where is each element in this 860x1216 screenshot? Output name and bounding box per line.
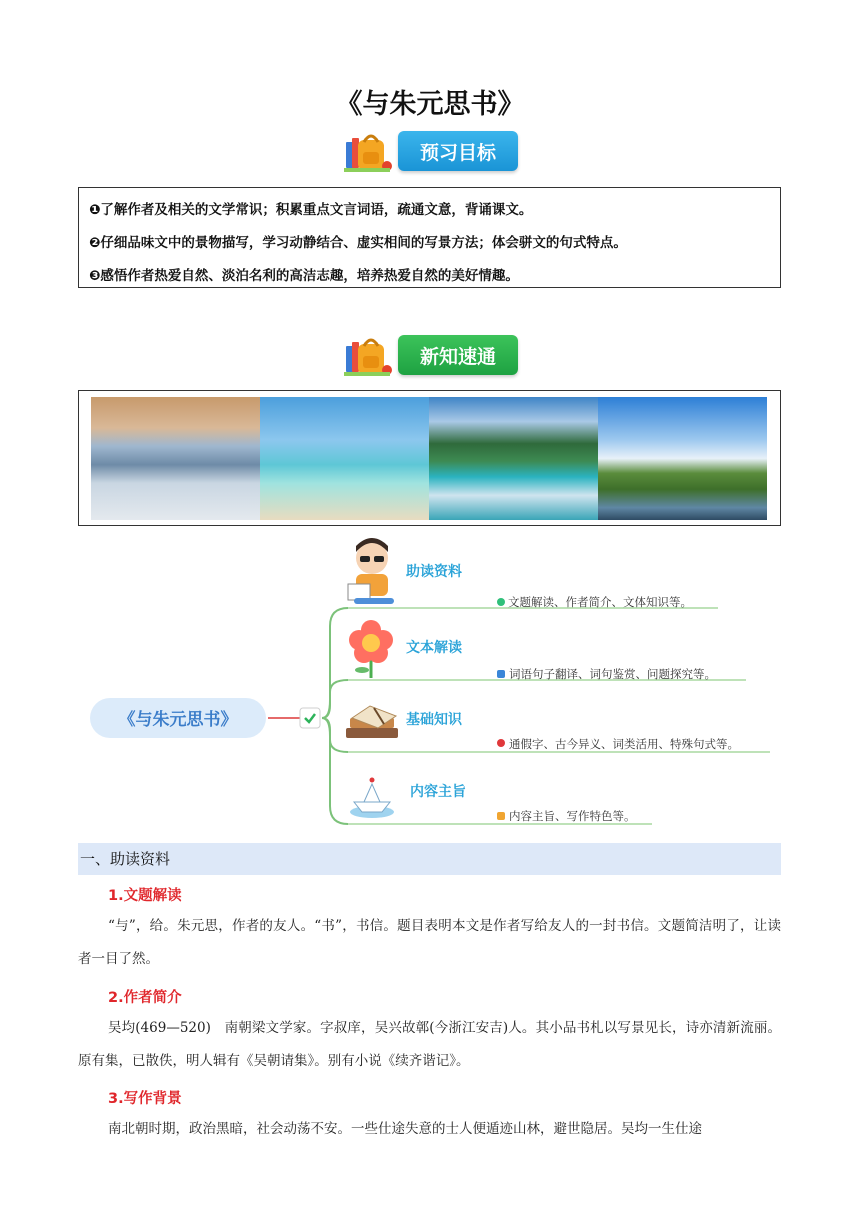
knowledge-badge: 新知速通 <box>398 335 518 375</box>
meadow-pond-photo <box>598 397 767 520</box>
branch-detail: 通假字、古今异义、词类活用、特殊句式等。 <box>509 737 739 751</box>
paper-boat-icon <box>350 778 394 819</box>
goal-item: ❷仔细品味文中的景物描写，学习动静结合、虚实相间的写景方法；体会骈文的句式特点。 <box>89 235 627 251</box>
branch-title: 基础知识 <box>406 712 462 728</box>
mind-map <box>78 530 781 830</box>
subsection-title: 1.文题解读 <box>108 888 182 904</box>
branch-title: 内容主旨 <box>410 784 466 800</box>
goals-badge-row <box>0 128 860 174</box>
mind-map-root-label: 《与朱元思书》 <box>118 710 238 730</box>
subsection-title: 2.作者简介 <box>108 990 182 1006</box>
goal-item: ❶了解作者及相关的文学常识；积累重点文言词语，疏通文意，背诵课文。 <box>89 202 533 218</box>
school-bag-icon <box>342 332 394 378</box>
knowledge-badge-row <box>0 332 860 378</box>
paragraph: 南北朝时期，政治黑暗，社会动荡不安。一些仕途失意的士人便遁迹山林，避世隐居。吴均一生仕途 <box>108 1121 702 1137</box>
paragraph: “与”，给。朱元思，作者的友人。“书”，书信。题目表明本文是作者写给友人的一封书信。文题简洁明了，让读者一目了然。 <box>78 918 781 967</box>
goal-item: ❸感悟作者热爱自然、淡泊名利的高洁志趣，培养热爱自然的美好情趣。 <box>89 268 519 284</box>
beach-photo <box>260 397 429 520</box>
flower-icon <box>349 620 393 678</box>
section-heading: 一、助读资料 <box>78 843 781 875</box>
branch-dot-icon <box>497 598 505 606</box>
landscape-gallery <box>78 390 781 526</box>
branch-detail: 词语句子翻译、词句鉴赏、问题探究等。 <box>509 667 716 681</box>
branch-dot-icon <box>497 670 505 678</box>
branch-title: 文本解读 <box>406 640 462 656</box>
goals-box <box>78 187 781 288</box>
books-icon <box>346 706 398 738</box>
branch-dot-icon <box>497 812 505 820</box>
branch-detail: 文题解读、作者简介、文体知识等。 <box>508 595 692 609</box>
page-title: 《与朱元思书》 <box>335 89 525 120</box>
goals-badge: 预习目标 <box>398 131 518 171</box>
subsection-title: 3.写作背景 <box>108 1091 182 1107</box>
paragraph: 吴均(469—520) 南朝梁文学家。字叔庠，吴兴故鄣(今浙江安吉)人。其小品书札以写景见长，诗亦清新流丽。原有集，已散佚，明人辑有《吴朝请集》。别有小说《续齐谐记》。 <box>78 1020 781 1069</box>
snowy-lake-photo <box>91 397 260 520</box>
branch-dot-icon <box>497 739 505 747</box>
reading-child-icon <box>348 538 394 604</box>
branch-detail: 内容主旨、写作特色等。 <box>509 809 636 823</box>
branch-title: 助读资料 <box>406 564 462 580</box>
school-bag-icon <box>342 128 394 174</box>
mountain-lake-photo <box>429 397 598 520</box>
check-icon <box>300 708 320 728</box>
